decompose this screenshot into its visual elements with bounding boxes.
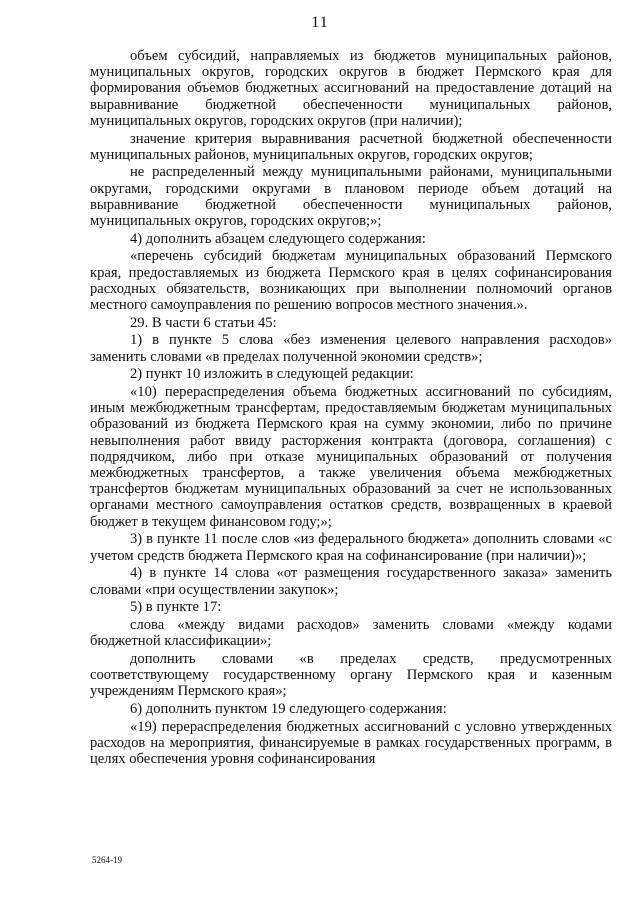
document-body [90, 48, 612, 767]
paragraph: «10) перераспределения объема бюджетных ассигнований по субсидиям, иным межбюджетным трансфертам, предоставляемым бюджетам муниципальных образований из бюджета Пермского края на сумму экономии, либо по причине невыполнения работ ввиду расторжения контракта (договора, соглашения) с подрядчиком, либо при отказе муниципальных образований от получения межбюджетных трансфертов, а также увеличения объема межбюджетных трансфертов бюджетам муниципальных образований за счет не использованных органами местного самоуправления остатков средств, возвращенных в краевой бюджет в текущем финансовом году;»; [90, 384, 612, 530]
paragraph: 4) дополнить абзацем следующего содержания: [130, 230, 426, 247]
paragraph: «перечень субсидий бюджетам муниципальных образований Пермского края, предоставляемых из бюджета Пермского края в целях софинансирования расходных обязательств, возникающих при выполнении полномочий органов местного самоуправления по решению вопросов местного значения.». [90, 248, 612, 314]
paragraph: объем субсидий, направляемых из бюджетов муниципальных районов, муниципальных округов, городских округов в бюджет Пермского края для формирования объемов бюджетных ассигнований на предоставление дотаций на выравнивание бюджетной обеспеченности муниципальных районов, муниципальных округов, городских округов (при наличии); [90, 48, 612, 129]
paragraph: 3) в пункте 11 после слов «из федерального бюджета» дополнить словами «с учетом средств бюджета Пермского края на софинансирование (при наличии)»; [90, 531, 612, 564]
paragraph: 5) в пункте 17: [130, 599, 222, 616]
paragraph: 1) в пункте 5 слова «без изменения целевого направления расходов» заменить словами «в пределах полученной экономии средств»; [90, 332, 612, 365]
paragraph: значение критерия выравнивания расчетной бюджетной обеспеченности муниципальных районов, муниципальных округов, городских округов; [90, 130, 612, 163]
paragraph: «19) перераспределения бюджетных ассигнований с условно утвержденных расходов на мероприятия, финансируемые в рамках государственных программ, в целях обеспечения уровня софинансирования [90, 718, 612, 768]
paragraph: 4) в пункте 14 слова «от размещения государственного заказа» заменить словами «при осуществлении закупок»; [90, 565, 612, 598]
paragraph: 29. В части 6 статьи 45: [130, 314, 277, 331]
page-number: 11 [311, 14, 329, 31]
document-code: 5264-19 [92, 855, 122, 865]
paragraph: 6) дополнить пунктом 19 следующего содержания: [130, 700, 447, 717]
paragraph: слова «между видами расходов» заменить словами «между кодами бюджетной классификации»; [90, 616, 612, 650]
paragraph: не распределенный между муниципальными районами, муниципальными округами, городскими округами в плановом периоде объем дотаций на выравнивание бюджетной обеспеченности муниципальных районов, муниципальных округов, городских округов;»; [90, 164, 612, 230]
paragraph: дополнить словами «в пределах средств, предусмотренных соответствующему государственному органу Пермского края и казенным учреждениям Пермского края»; [90, 650, 612, 700]
paragraph: 2) пункт 10 изложить в следующей редакции: [130, 366, 414, 383]
